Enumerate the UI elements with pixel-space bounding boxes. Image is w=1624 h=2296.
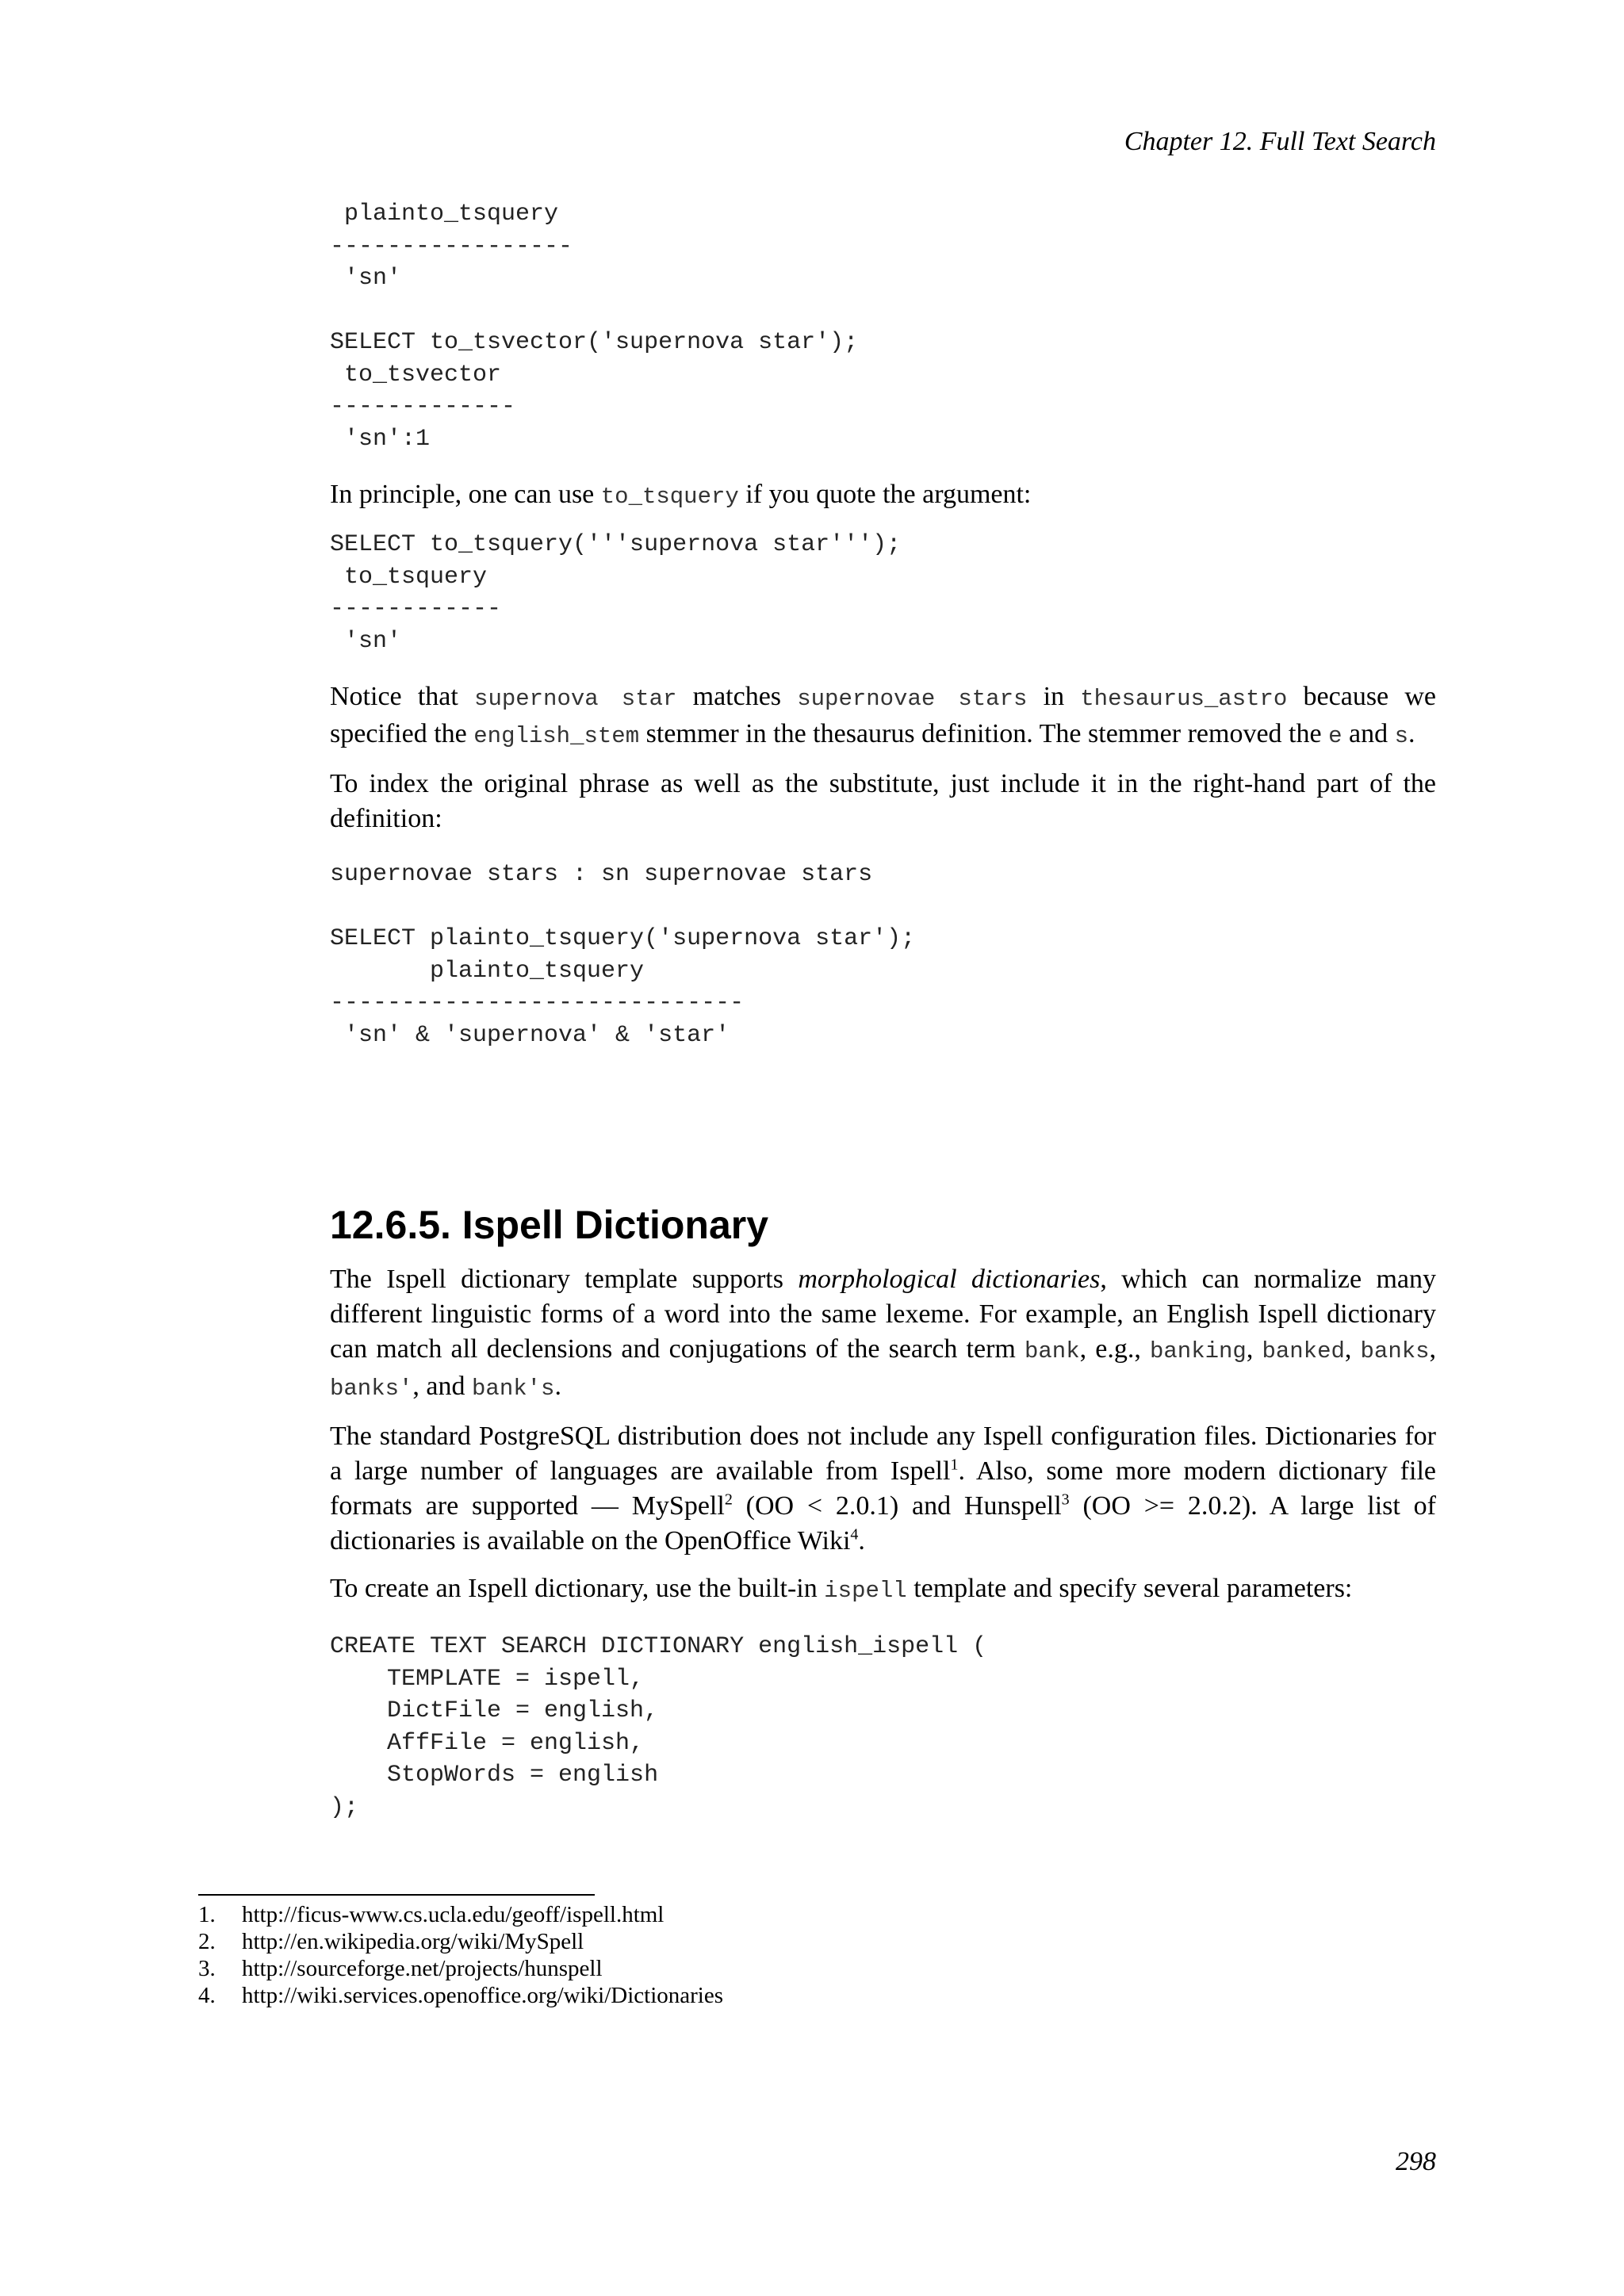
inline-code: supernovae stars	[797, 686, 1028, 712]
footnotes	[198, 1901, 723, 2009]
text: matches	[676, 682, 798, 711]
paragraph-ispell-template	[330, 1262, 1436, 1406]
inline-code: banked	[1262, 1338, 1345, 1364]
paragraph-notice	[330, 679, 1436, 754]
emphasis: morphological dictionaries	[798, 1265, 1101, 1294]
footnote-link[interactable]: http://sourceforge.net/projects/hunspell	[242, 1956, 603, 1981]
page-number: 298	[1396, 2147, 1436, 2176]
inline-code: ispell	[824, 1578, 907, 1604]
text: The standard PostgreSQL distribution does not include any Ispell configuration files. Dictionaries for a large number of languages are available from Ispell	[330, 1422, 1436, 1486]
text: .	[858, 1526, 865, 1556]
code-block-create-dictionary: CREATE TEXT SEARCH DICTIONARY english_ispell ( TEMPLATE = ispell, DictFile = english, AffFile = english, StopWords = english );	[330, 1633, 987, 1821]
inline-code: to_tsquery	[600, 484, 739, 510]
footnote-number: 3.	[198, 1956, 216, 1981]
footnote-ref[interactable]: 2	[724, 1490, 733, 1509]
paragraph-distribution	[330, 1419, 1436, 1559]
footnote-link[interactable]: http://en.wikipedia.org/wiki/MySpell	[242, 1929, 584, 1954]
code-block-thesaurus: supernovae stars : sn supernovae stars SELECT plainto_tsquery('supernova star'); plainto_tsquery ----------------------------- 'sn' & 'supernova' & 'star'	[330, 861, 916, 1049]
footnote-item	[198, 1955, 723, 1982]
footnote-ref[interactable]: 1	[950, 1456, 959, 1474]
text: The Ispell dictionary template supports	[330, 1265, 799, 1294]
inline-code: english_stem	[473, 723, 640, 749]
text: , e.g.,	[1079, 1334, 1150, 1364]
text: template and specify several parameters:	[906, 1574, 1353, 1603]
footnote-item	[198, 1901, 723, 1928]
text: ,	[1429, 1334, 1437, 1364]
inline-code: thesaurus_astro	[1080, 686, 1288, 712]
text: To create an Ispell dictionary, use the built-in	[330, 1574, 825, 1603]
running-header: Chapter 12. Full Text Search	[1124, 127, 1436, 156]
inline-code: bank's	[472, 1376, 555, 1402]
inline-code: banking	[1149, 1338, 1247, 1364]
footnote-link[interactable]: http://wiki.services.openoffice.org/wiki/Dictionaries	[242, 1983, 723, 2008]
text: . Also, some more modern dictionary file formats are supported — MySpell	[330, 1456, 1436, 1521]
text: and	[1342, 719, 1395, 748]
inline-code: s	[1394, 723, 1408, 749]
text: ,	[1246, 1334, 1262, 1364]
text: (OO < 2.0.1) and Hunspell	[732, 1491, 1062, 1521]
paragraph-create-ispell	[330, 1571, 1436, 1609]
footnote-ref[interactable]: 3	[1061, 1490, 1070, 1509]
text: Notice that	[330, 682, 475, 711]
inline-code: banks'	[330, 1376, 413, 1402]
footnote-number: 1.	[198, 1902, 216, 1927]
text: if you quote the argument:	[738, 480, 1032, 509]
page-content	[330, 198, 1436, 1823]
footnote-item	[198, 1982, 723, 2009]
text: , and	[412, 1372, 473, 1401]
code-block-plainto: plainto_tsquery ----------------- 'sn' SELECT to_tsvector('supernova star'); to_tsvector ------------- 'sn':1	[330, 201, 859, 453]
footnote-item	[198, 1928, 723, 1955]
text: .	[554, 1372, 561, 1401]
paragraph-principle	[330, 477, 1436, 515]
text: In principle, one can use	[330, 480, 601, 509]
section-heading: 12.6.5. Ispell Dictionary	[330, 1203, 769, 1247]
footnote-number: 2.	[198, 1929, 216, 1954]
inline-code: banks	[1360, 1338, 1430, 1364]
inline-code: bank	[1025, 1338, 1080, 1364]
footnote-divider	[198, 1894, 595, 1896]
text: (OO >= 2.0.2). A large list of dictionaries is available on the OpenOffice Wiki	[330, 1491, 1436, 1556]
footnote-link[interactable]: http://ficus-www.cs.ucla.edu/geoff/ispell.html	[242, 1902, 665, 1927]
text: because we specified the	[330, 682, 1436, 748]
text: .	[1408, 719, 1415, 748]
text: in	[1027, 682, 1081, 711]
footnote-number: 4.	[198, 1983, 216, 2008]
footnote-ref[interactable]: 4	[850, 1525, 859, 1544]
inline-code: e	[1328, 723, 1342, 749]
paragraph-index-phrase: To index the original phrase as well as the substitute, just include it in the right-hand part of the definition:	[330, 769, 1436, 833]
text: ,	[1344, 1334, 1361, 1364]
code-block-to-tsquery: SELECT to_tsquery('''supernova star'''); to_tsquery ------------ 'sn'	[330, 531, 902, 655]
text: , which can normalize many different linguistic forms of a word into the same lexeme. For example, an English Ispell dictionary can match all declensions and conjugations of the search term	[330, 1265, 1436, 1364]
inline-code: supernova star	[474, 686, 677, 712]
text: stemmer in the thesaurus definition. The stemmer removed the	[639, 719, 1329, 748]
